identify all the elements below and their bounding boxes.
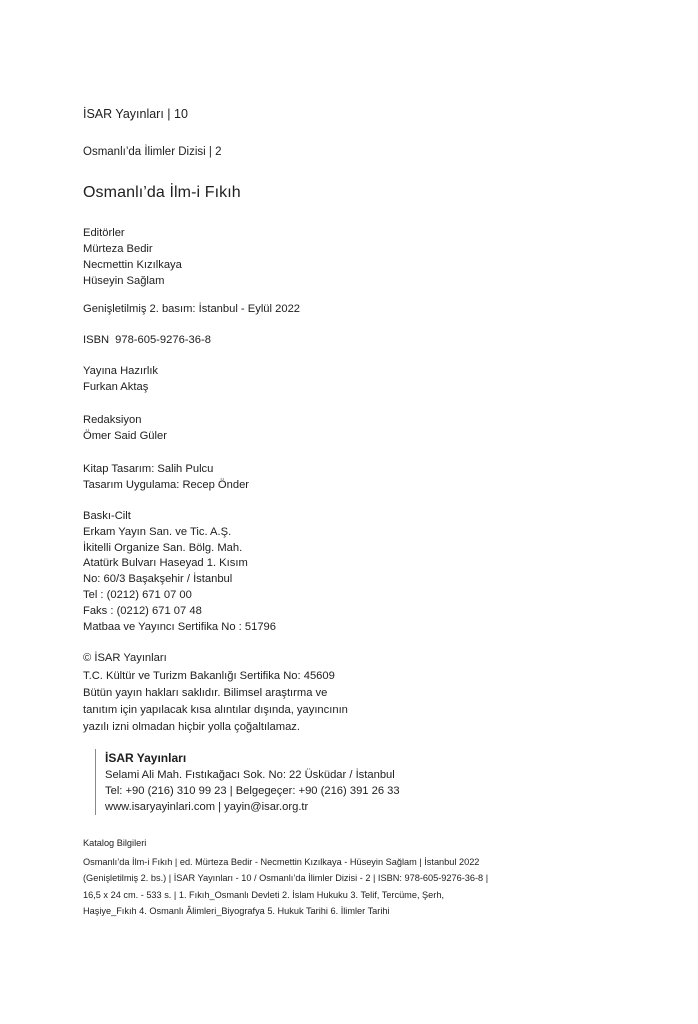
- printing-heading: Baskı-Cilt: [83, 510, 131, 522]
- catalog-line: Haşiye_Fıkıh 4. Osmanlı Âlimleri_Biyografya 5. Hukuk Tarihi 6. İlimler Tarihi: [83, 906, 390, 916]
- publisher-name: İSAR Yayınları: [105, 751, 187, 765]
- isbn-info: [83, 332, 211, 348]
- printing-block: [83, 509, 276, 635]
- editor-name: Mürteza Bedir: [83, 243, 153, 255]
- printing-line: Erkam Yayın San. ve Tic. A.Ş.: [83, 525, 232, 538]
- printing-line: Tel : (0212) 671 07 00: [83, 588, 192, 601]
- catalog-line: (Genişletilmiş 2. bs.) | İSAR Yayınları - 10 / Osmanlı’da İlimler Dizisi - 2 | ISBN: 978-605-9276-36-8 |: [83, 873, 489, 883]
- series-info: İSAR Yayınları | 10: [83, 107, 188, 121]
- preparation-block: [83, 363, 158, 395]
- publisher-address: Selami Ali Mah. Fıstıkağacı Sok. No: 22 Üsküdar / İstanbul: [105, 769, 395, 781]
- catalog-line: Osmanlı’da İlm-i Fıkıh | ed. Mürteza Bedir - Necmettin Kızılkaya - Hüseyin Sağlam | İstanbul 2022: [83, 856, 480, 867]
- editor-name: Necmettin Kızılkaya: [83, 259, 182, 271]
- catalog-block: [83, 835, 553, 920]
- layout-design-credit: Tasarım Uygulama: Recep Önder: [83, 479, 250, 491]
- publisher-web-email: www.isaryayinlari.com | yayin@isar.org.tr: [105, 801, 309, 813]
- catalog-line: 16,5 x 24 cm. - 533 s. | 1. Fıkıh_Osmanlı Devleti 2. İslam Hukuku 3. Telif, Tercüme, Şerh,: [83, 889, 445, 900]
- editors-heading: Editörler: [83, 227, 125, 239]
- editors-block: [83, 225, 182, 289]
- rights-line: tanıtım için yapılacak kısa alıntılar dışında, yayıncının: [83, 704, 348, 716]
- redaction-name: Ömer Said Güler: [83, 430, 167, 442]
- printing-line: Matbaa ve Yayıncı Sertifika No : 51796: [83, 620, 276, 633]
- rights-line: T.C. Kültür ve Turizm Bakanlığı Sertifika No: 45609: [83, 670, 335, 682]
- printing-line: Atatürk Bulvarı Haseyad 1. Kısım: [83, 557, 248, 570]
- publisher-block: [95, 749, 400, 815]
- copyright-notice: © İSAR Yayınları: [83, 652, 167, 664]
- cover-design-credit: Kitap Tasarım: Salih Pulcu: [83, 463, 214, 475]
- printing-line: İkitelli Organize San. Bölg. Mah.: [83, 541, 243, 554]
- rights-block: [83, 650, 348, 736]
- isbn-value: 978-605-9276-36-8: [115, 334, 211, 346]
- subseries-info: Osmanlı’da İlimler Dizisi | 2: [83, 146, 222, 158]
- rights-line: yazılı izni olmadan hiçbir yolla çoğaltılamaz.: [83, 721, 301, 733]
- design-block: [83, 461, 249, 493]
- printing-line: Faks : (0212) 671 07 48: [83, 604, 202, 617]
- catalog-heading: Katalog Bilgileri: [83, 838, 147, 848]
- redaction-block: [83, 412, 167, 444]
- preparation-heading: Yayına Hazırlık: [83, 365, 159, 377]
- editor-name: Hüseyin Sağlam: [83, 275, 165, 287]
- book-title: Osmanlı’da İlm-i Fıkıh: [83, 184, 241, 201]
- edition-info: Genişletilmiş 2. basım: İstanbul - Eylül 2022: [83, 303, 301, 315]
- publisher-phone: Tel: +90 (216) 310 99 23 | Belgegeçer: +90 (216) 391 26 33: [105, 785, 400, 797]
- rights-line: Bütün yayın hakları saklıdır. Bilimsel araştırma ve: [83, 687, 328, 699]
- printing-line: No: 60/3 Başakşehir / İstanbul: [83, 573, 233, 586]
- redaction-heading: Redaksiyon: [83, 414, 142, 426]
- preparation-name: Furkan Aktaş: [83, 381, 149, 393]
- isbn-label: ISBN: [83, 334, 110, 346]
